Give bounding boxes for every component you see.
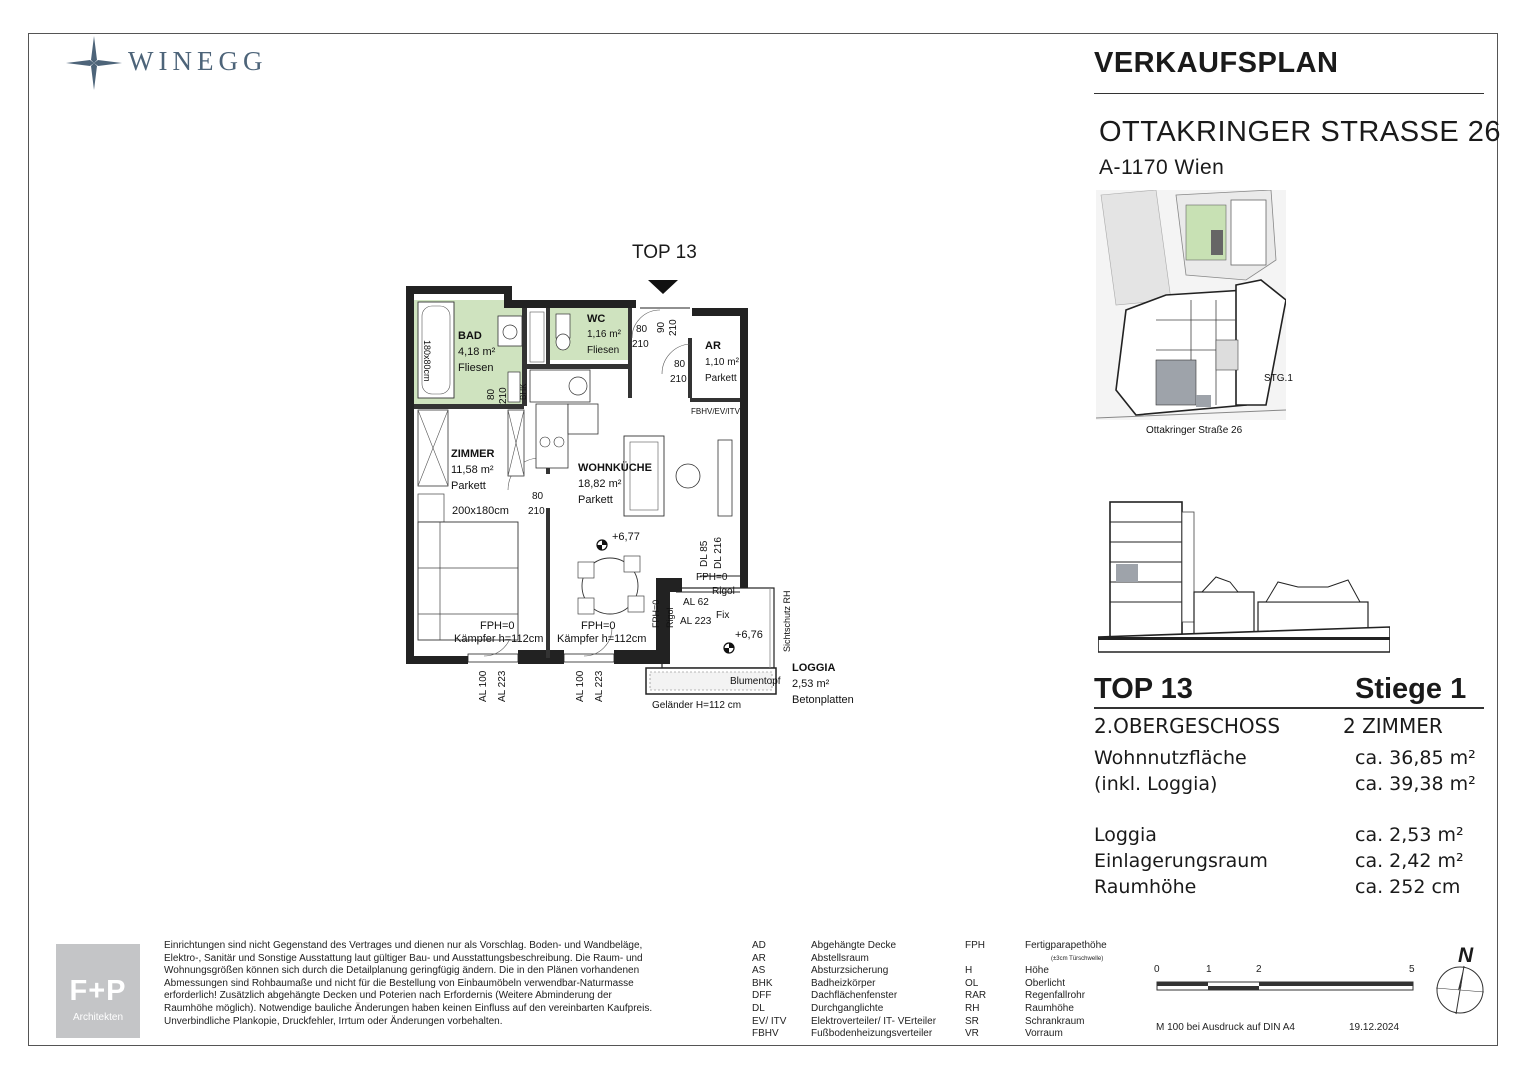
loggia-al62: AL 62	[683, 597, 709, 608]
legend-abbr: DFF	[752, 990, 772, 1002]
legend-text: Höhe	[1025, 965, 1049, 977]
unit-divider	[1094, 707, 1484, 709]
legend-text: Vorraum	[1025, 1028, 1063, 1040]
unit-rooms: 2 ZIMMER	[1343, 714, 1443, 738]
kueche-kaempfer: Kämpfer h=112cm	[557, 633, 647, 645]
legend-left-abbr	[752, 940, 786, 1041]
room-wc-floor: Fliesen	[587, 345, 620, 356]
room-ar-floor: Parkett	[705, 373, 737, 384]
bad-door-width: 80	[486, 388, 497, 400]
legend-text: Oberlicht	[1025, 977, 1066, 989]
unit-stiege: Stiege 1	[1355, 673, 1467, 705]
legend-text: Fertigparapethöhe	[1025, 940, 1107, 951]
room-kueche-name: WOHNKÜCHE	[578, 462, 652, 474]
sichtschutz-label: Sichtschutz RH	[782, 590, 792, 652]
room-bad-name: BAD	[458, 330, 482, 342]
area-value-3: ca. 2,42 m²	[1355, 850, 1464, 872]
zimmer-al223: AL 223	[497, 670, 508, 702]
legend-abbr: RAR	[965, 990, 987, 1002]
gelaender-label: Geländer H=112 cm	[652, 700, 742, 711]
legend-abbr: RH	[965, 1002, 980, 1014]
disclaimer-text: Einrichtungen sind nicht Gegenstand des Vertrages und dienen nur als Vorschlag. Boden- und Wandbeläge, Elektro-, Sanitär und Sonstige Ausstattung laut gültiger Bau- und Ausstattungsbeschreibung. Die Raum- und Wohnungsgrößen können sich durch die Detailplanung geringfügig ändern. Die in den Plänen vorhandenen Abmessungen sind Rohbaumaße und nicht für die Bestellung von Einbaumöbeln verwendbar-Naturmasse erforderlich! Zusätzlich abgehängte Decken und Poterien nach Erfordernis (Weitere Abminderung der Raumhöhe möglich). Notwendige bauliche Änderungen haben keinen Einfluss auf den vereinbarten Kaufpreis. Unverbindliche Plankopie, Druckfehler, Irrtum oder Änderungen vorbehalten.	[164, 940, 653, 1027]
zimmer-door-width: 80	[532, 491, 544, 502]
area-value-4: ca. 252 cm	[1355, 876, 1461, 898]
legend-right-text	[1025, 940, 1107, 1041]
room-zimmer-area: 11,58 m²	[451, 464, 494, 476]
entry-door-height: 210	[668, 319, 679, 336]
architect-logo-sub: Architekten	[72, 1012, 124, 1023]
building-section	[1098, 492, 1390, 654]
address-city: A-1170 Wien	[1099, 156, 1225, 179]
scale-tick-0: 0	[1154, 964, 1160, 975]
loggia-al223: AL 223	[680, 616, 712, 627]
legend-text: Raumhöhe	[1025, 1002, 1074, 1014]
page-title: VERKAUFSPLAN	[1094, 47, 1339, 79]
legend-abbr: EV/ ITV	[752, 1015, 787, 1027]
zimmer-fph: FPH=0	[480, 620, 515, 632]
legend-text: Badheizkörper	[811, 977, 876, 989]
legend-text: Fußbodenheizungsverteiler	[811, 1028, 933, 1040]
ar-door-height: 210	[670, 374, 687, 385]
rigol-label-1: Rigol	[712, 586, 735, 597]
legend-abbr: H	[965, 965, 973, 977]
scale-tick-5: 5	[1409, 964, 1415, 975]
legend-abbr: AD	[752, 940, 766, 951]
legend-text: Schrankraum	[1025, 1015, 1085, 1027]
room-wc-name: WC	[587, 313, 606, 325]
legend-abbr: FPH	[965, 940, 985, 951]
unit-floor: 2.OBERGESCHOSS	[1094, 714, 1281, 738]
architect-logo: F+P	[69, 975, 127, 1007]
wc-door-width: 80	[636, 324, 648, 335]
legend-abbr: DL	[752, 1002, 765, 1014]
bad-door-height: 210	[498, 387, 509, 404]
legend-right-abbr	[965, 940, 986, 1041]
area-label-4: Raumhöhe	[1094, 876, 1197, 898]
title-divider	[1094, 93, 1484, 94]
legend-abbr: AR	[752, 952, 766, 964]
address-street: OTTAKRINGER STRASSE 26	[1099, 116, 1502, 148]
room-bad-area: 4,18 m²	[458, 346, 496, 358]
kueche-al100: AL 100	[575, 670, 586, 702]
legend-text: Durchganglichte	[811, 1002, 884, 1014]
bhk-label: BHK	[519, 383, 528, 400]
room-loggia-name: LOGGIA	[792, 662, 836, 674]
table-icon	[676, 464, 700, 488]
room-ar-area: 1,10 m²	[705, 357, 739, 368]
legend-text: Absturzsicherung	[811, 965, 889, 977]
zimmer-door-height: 210	[528, 506, 545, 517]
legend-text: Dachflächenfenster	[811, 990, 898, 1002]
winegg-star-icon	[66, 36, 122, 90]
fix-label: Fix	[716, 610, 730, 621]
plan-date: 19.12.2024	[1349, 1022, 1400, 1033]
legend-abbr: FBHV	[752, 1028, 779, 1040]
bed-size: 200x180cm	[452, 505, 509, 517]
level-loggia: +6,76	[735, 629, 763, 641]
room-ar-name: AR	[705, 340, 721, 352]
dl85-label: DL 85	[699, 540, 710, 567]
room-loggia-floor: Betonplatten	[792, 694, 854, 706]
north-label: N	[1458, 944, 1474, 967]
unit-top: TOP 13	[1094, 673, 1193, 705]
scale-bar	[1156, 978, 1416, 994]
area-value-2: ca. 2,53 m²	[1355, 824, 1464, 846]
tub-size: 180x80cm	[422, 340, 432, 382]
legend-text: Abstellsraum	[811, 952, 869, 964]
north-arrow-icon	[1434, 964, 1486, 1016]
room-kueche-floor: Parkett	[578, 494, 613, 506]
loggia-fph-side: FPH=0	[651, 599, 661, 628]
site-plan	[1096, 190, 1286, 440]
ar-door-width: 80	[674, 359, 686, 370]
fbhv-label: FBHV/EV/ITV	[691, 407, 740, 416]
room-bad-floor: Fliesen	[458, 362, 494, 374]
legend-left-text	[811, 940, 936, 1041]
legend-text: Elektroverteiler/ IT- VErteiler	[811, 1015, 937, 1027]
area-label-2: Loggia	[1094, 824, 1157, 846]
legend-text: Regenfallrohr	[1025, 990, 1086, 1002]
brand-logo: WINEGG	[128, 46, 268, 76]
site-street-label: Ottakringer Straße 26	[1146, 425, 1243, 436]
site-stair-label: STG.1	[1264, 373, 1293, 384]
legend-text: Abgehängte Decke	[811, 940, 897, 951]
entrance-arrow-icon	[648, 280, 678, 294]
blumentopf-label: Blumentopf	[730, 676, 781, 687]
area-label-0: Wohnnutzfläche	[1094, 747, 1247, 769]
room-zimmer-floor: Parkett	[451, 480, 486, 492]
scale-note: M 100 bei Ausdruck auf DIN A4	[1156, 1022, 1295, 1033]
plan-top-label: TOP 13	[632, 242, 697, 263]
zimmer-al100: AL 100	[478, 670, 489, 702]
room-kueche-area: 18,82 m²	[578, 478, 622, 490]
room-loggia-area: 2,53 m²	[792, 678, 830, 690]
legend-abbr: SR	[965, 1015, 979, 1027]
fph-note: (±3cm Türschwelle)	[1051, 955, 1104, 962]
area-label-1: (inkl. Loggia)	[1094, 773, 1218, 795]
area-value-1: ca. 39,38 m²	[1355, 773, 1476, 795]
kueche-fph: FPH=0	[581, 620, 616, 632]
area-label-3: Einlagerungsraum	[1094, 850, 1268, 872]
sink-icon	[498, 316, 522, 346]
kueche-al223: AL 223	[594, 670, 605, 702]
legend-abbr: AS	[752, 965, 766, 977]
rigol-label-2: Rigol	[665, 607, 675, 628]
entry-door-width: 90	[656, 321, 667, 333]
scale-tick-2: 2	[1256, 964, 1262, 975]
area-value-0: ca. 36,85 m²	[1355, 747, 1476, 769]
dl216-label: DL 216	[713, 537, 724, 569]
zimmer-kaempfer: Kämpfer h=112cm	[454, 633, 544, 645]
wc-door-height: 210	[632, 339, 649, 350]
legend-abbr: OL	[965, 977, 979, 989]
scale-tick-1: 1	[1206, 964, 1212, 975]
room-zimmer-name: ZIMMER	[451, 448, 495, 460]
loggia-fph: FPH=0	[696, 572, 728, 583]
level-kueche: +6,77	[612, 531, 640, 543]
legend-abbr: BHK	[752, 977, 773, 989]
room-wc-area: 1,16 m²	[587, 329, 621, 340]
legend-abbr: VR	[965, 1028, 979, 1040]
